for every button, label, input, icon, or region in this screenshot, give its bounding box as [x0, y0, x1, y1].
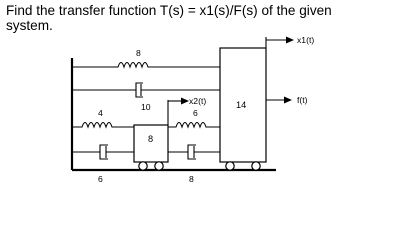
large-mass-label: 14: [236, 100, 247, 110]
small-mass-label: 10: [141, 102, 151, 112]
question-line-1: Find the transfer function T(s) = x1(s)/F(s) of the given: [6, 3, 332, 18]
small-mass-wheel-left: [139, 162, 147, 170]
lower-right-damper: [168, 145, 220, 159]
left-spring: [72, 123, 134, 128]
lower-left-damper: [72, 145, 134, 159]
x2-displacement-arrow: [168, 98, 189, 126]
force-label: f(t): [297, 95, 308, 105]
small-mass-inner-label: 8: [148, 134, 154, 144]
upper-damper: [72, 83, 220, 97]
lower-left-damper-label: 6: [98, 174, 103, 183]
question-line-2: system.: [6, 18, 53, 33]
large-mass-wheel-right: [252, 162, 260, 170]
top-spring-label: 8: [136, 48, 141, 58]
left-spring-label: 4: [98, 108, 103, 118]
lower-right-damper-label: 8: [189, 174, 194, 183]
x2-label: x2(t): [189, 96, 207, 106]
top-spring: [72, 63, 220, 68]
force-arrow: [266, 97, 292, 104]
middle-spring-label: 6: [193, 108, 198, 118]
large-mass-wheel-left: [226, 162, 234, 170]
x1-displacement-arrow: [266, 37, 294, 49]
middle-spring: [168, 123, 220, 128]
x1-label: x1(t): [297, 35, 315, 45]
small-mass-wheel-right: [155, 162, 163, 170]
